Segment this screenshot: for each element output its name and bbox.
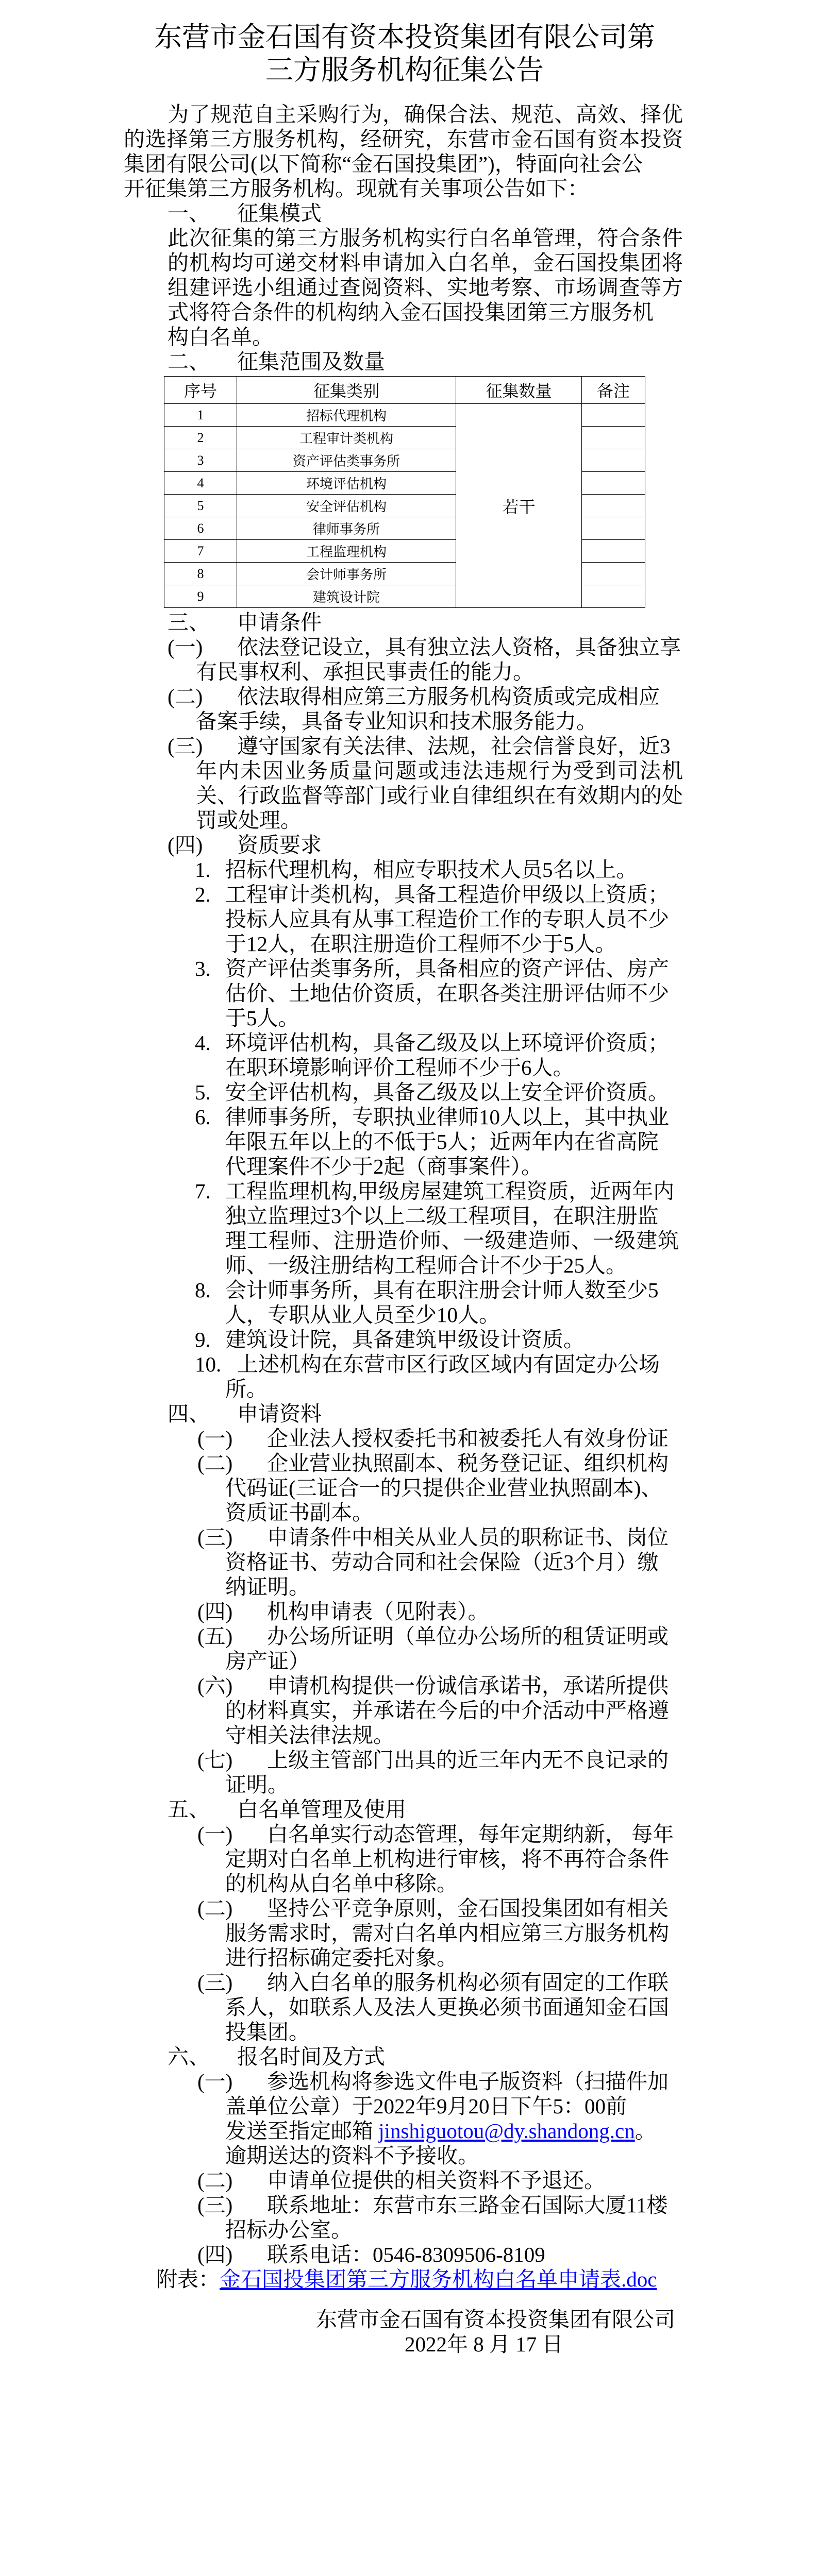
item-text: 联系地址：东营市东三路金石国际大厦11楼 — [267, 2193, 668, 2217]
item-text: 办公场所证明（单位办公场所的租赁证明或 — [267, 1624, 669, 1648]
item-line — [0, 2168, 818, 2193]
qual-line — [0, 1352, 818, 1377]
section-number: 五、 — [168, 1798, 210, 1821]
qual-line: 所。 — [225, 1377, 268, 1401]
item-line — [0, 1426, 818, 1451]
qual-text: 建筑设计院，具备建筑甲级设计资质。 — [225, 1328, 585, 1351]
item-text: 资质要求 — [237, 833, 322, 857]
item-line: 罚或处理。 — [196, 808, 302, 832]
qual-line: 于12人，在职注册造价工程师不少于5人。 — [225, 932, 616, 956]
item-line: 的机构从白名单中移除。 — [225, 1872, 458, 1895]
row-category: 工程审计类机构 — [237, 427, 456, 449]
qual-line: 代理案件不少于2起（商事案件）。 — [225, 1155, 542, 1178]
row-category: 建筑设计院 — [237, 585, 456, 608]
item-line: 纳证明。 — [225, 1575, 310, 1599]
item-line — [0, 1822, 818, 1846]
item-line — [0, 1624, 818, 1649]
qual-line: 人，专职从业人员至少10人。 — [225, 1303, 500, 1327]
qual-line — [0, 1327, 818, 1352]
remarks-cell — [582, 427, 645, 449]
item-line — [0, 684, 818, 709]
qual-line: 估价、土地估价资质，在职各类注册评估师不少 — [225, 981, 669, 1005]
item-line — [0, 1673, 818, 1698]
qual-number: 1. — [195, 858, 211, 882]
row-no: 5 — [164, 495, 237, 517]
section-number: 三、 — [168, 611, 210, 634]
qual-line: 师、一级注册结构工程师合计不少于25人。 — [225, 1253, 627, 1277]
qual-number: 7. — [195, 1179, 211, 1203]
section-title: 征集模式 — [237, 201, 322, 225]
item-line — [0, 635, 818, 659]
qual-line — [0, 1105, 818, 1129]
item-number: (三) — [168, 734, 203, 758]
section-title: 征集范围及数量 — [237, 350, 385, 374]
row-category: 工程监理机构 — [237, 540, 456, 563]
item-number: (一) — [197, 2070, 233, 2093]
row-no: 6 — [164, 517, 237, 540]
qual-text: 招标代理机构，相应专职技术人员5名以上。 — [225, 858, 638, 882]
remarks-cell — [582, 404, 645, 427]
item-text: 上级主管部门出具的近三年内无不良记录的 — [267, 1748, 669, 1772]
item-line: 投集团。 — [225, 2020, 310, 2044]
row-category: 招标代理机构 — [237, 404, 456, 427]
item-number: (二) — [168, 685, 203, 708]
section-heading-5 — [0, 1797, 818, 1822]
item-text: 纳入白名单的服务机构必须有固定的工作联 — [267, 1971, 669, 1994]
table-header-row — [164, 377, 645, 404]
remarks-cell — [582, 495, 645, 517]
item-number: (二) — [197, 1451, 233, 1475]
intro-line: 为了规范自主采购行为，确保合法、规范、高效、择优 — [168, 103, 683, 126]
attachment-label: 附表： — [156, 2267, 220, 2291]
signature-date: 2022年 8 月 17 日 — [405, 2332, 563, 2356]
section-number: 二、 — [168, 350, 210, 374]
item-text: 企业法人授权委托书和被委托人有效身份证 — [267, 1427, 669, 1450]
item-line — [0, 833, 818, 857]
section-heading-3 — [0, 610, 818, 635]
item-line: 服务需求时，需对白名单内相应第三方服务机构 — [225, 1921, 669, 1945]
qual-line: 年限五年以上的不低于5人；近两年内在省高院 — [225, 1130, 659, 1154]
remarks-cell — [582, 517, 645, 540]
qual-text: 工程监理机构,甲级房屋建筑工程资质，近两年内 — [225, 1179, 675, 1203]
item-text: 申请机构提供一份诚信承诺书，承诺所提供 — [267, 1674, 669, 1698]
section-title: 申请资料 — [237, 1402, 322, 1426]
qual-text: 安全评估机构，具备乙级及以上安全评价资质。 — [225, 1080, 669, 1104]
item-line: 的材料真实，并承诺在今后的中介活动中严格遵 — [225, 1699, 669, 1722]
qual-line: 在职环境影响评价工程师不少于6人。 — [225, 1056, 574, 1079]
section-number: 一、 — [168, 201, 210, 225]
item-text: 遵守国家有关法律、法规，社会信誉良好，近3 — [237, 734, 671, 758]
qual-text: 会计师事务所，具有在职注册会计师人数至少5 — [225, 1278, 659, 1302]
section-heading-4 — [0, 1401, 818, 1426]
row-no: 1 — [164, 404, 237, 427]
qual-number: 3. — [195, 957, 211, 980]
intro-line: 的选择第三方服务机构，经研究，东营市金石国有资本投资 — [124, 127, 683, 151]
page-title-line-2: 三方服务机构征集公告 — [265, 55, 544, 86]
item-line: 守相关法律法规。 — [225, 1723, 394, 1747]
remarks-cell — [582, 585, 645, 608]
body-line: 的机构均可递交材料申请加入白名单，金石国投集团将 — [168, 251, 683, 275]
item-text: 。 — [635, 2119, 656, 2143]
item-number: (五) — [197, 1624, 233, 1648]
item-line — [0, 734, 818, 758]
spacer — [0, 87, 818, 102]
section-number: 六、 — [168, 2045, 210, 2069]
body-line: 组建评选小组通过查阅资料、实地考察、市场调查等方 — [168, 276, 683, 299]
item-number: (七) — [197, 1748, 233, 1772]
item-number: (三) — [197, 1971, 233, 1994]
item-line: 资质证书副本。 — [225, 1501, 373, 1524]
row-category: 会计师事务所 — [237, 563, 456, 585]
qual-number: 2. — [195, 883, 211, 906]
item-line: 有民事权利、承担民事责任的能力。 — [196, 660, 534, 684]
qual-text: 上述机构在东营市区行政区域内有固定办公场 — [237, 1352, 660, 1376]
item-number: (一) — [197, 1427, 233, 1450]
item-text: 发送至指定邮箱 — [225, 2119, 379, 2143]
qual-text: 律师事务所，专职执业律师10人以上，其中执业 — [225, 1105, 669, 1129]
page-title-line-1: 东营市金石国有资本投资集团有限公司第 — [154, 22, 655, 53]
qual-line: 理工程师、注册造价师、一级建造师、一级建筑 — [225, 1229, 679, 1252]
intro-line: 集团有限公司(以下简称“金石国投集团”)，特面向社会公 — [124, 152, 643, 176]
item-line: 资格证书、劳动合同和社会保险（近3个月）缴 — [225, 1550, 659, 1574]
qual-line — [0, 1080, 818, 1105]
row-no: 2 — [164, 427, 237, 449]
item-line: 关、行政监督等部门或行业自律组织在有效期内的处 — [196, 784, 683, 807]
item-line — [0, 2242, 818, 2267]
item-text: 依法取得相应第三方服务机构资质或完成相应 — [237, 685, 660, 708]
item-number: (三) — [197, 2193, 233, 2217]
qual-line: 于5人。 — [225, 1006, 299, 1030]
item-text: 企业营业执照副本、税务登记证、组织机构 — [267, 1451, 669, 1475]
item-line: 进行招标确定委托对象。 — [225, 1946, 458, 1970]
qual-number: 8. — [195, 1278, 211, 1302]
item-number: (二) — [197, 2168, 233, 2192]
section-heading-1 — [0, 201, 818, 226]
item-text: 机构申请表（见附表）。 — [267, 1600, 489, 1623]
remarks-cell — [582, 449, 645, 472]
row-category: 资产评估类事务所 — [237, 449, 456, 472]
qual-line — [0, 857, 818, 882]
qual-line — [0, 956, 818, 981]
item-line — [0, 1896, 818, 1921]
remarks-cell — [582, 472, 645, 495]
item-line — [0, 2069, 818, 2094]
item-line — [0, 1748, 818, 1772]
header-category: 征集类别 — [237, 377, 456, 404]
row-no: 9 — [164, 585, 237, 608]
item-line: 盖单位公章）于2022年9月20日下午5：00前 — [225, 2094, 627, 2118]
item-number: (六) — [197, 1674, 233, 1698]
qual-line — [0, 1030, 818, 1055]
item-text: 申请条件中相关从业人员的职称证书、岗位 — [267, 1526, 669, 1549]
header-quantity: 征集数量 — [456, 377, 582, 404]
row-no: 4 — [164, 472, 237, 495]
item-text: 参选机构将参选文件电子版资料（扫描件加 — [267, 2070, 669, 2093]
item-number: (四) — [168, 833, 203, 857]
remarks-cell — [582, 540, 645, 563]
row-category: 环境评估机构 — [237, 472, 456, 495]
signature-org: 东营市金石国有资本投资集团有限公司 — [316, 2308, 675, 2331]
section-title: 报名时间及方式 — [237, 2045, 385, 2069]
row-no: 3 — [164, 449, 237, 472]
qual-line: 投标人应具有从事工程造价工作的专职人员不少 — [225, 907, 669, 931]
item-line — [0, 2193, 818, 2217]
section-title: 申请条件 — [237, 611, 322, 634]
item-text: 申请单位提供的相关资料不予退还。 — [267, 2168, 605, 2192]
item-number: (四) — [197, 1600, 233, 1623]
item-text: 依法登记设立，具有独立法人资格，具备独立享 — [237, 635, 681, 659]
item-text: 白名单实行动态管理，每年定期纳新， 每年 — [267, 1822, 674, 1846]
scope-table — [164, 376, 645, 608]
item-text: 联系电话：0546-8309506-8109 — [267, 2243, 545, 2266]
qual-number: 10. — [195, 1352, 222, 1376]
item-line — [0, 2119, 818, 2143]
item-line: 房产证） — [225, 1649, 310, 1673]
quantity-cell: 若干 — [456, 404, 582, 608]
intro-line: 开征集第三方服务机构。现就有关事项公告如下： — [124, 177, 589, 200]
body-line: 式将符合条件的机构纳入金石国投集团第三方服务机 — [168, 300, 654, 324]
header-remarks: 备注 — [582, 377, 645, 404]
qual-number: 4. — [195, 1031, 211, 1055]
section-heading-2 — [0, 349, 818, 374]
item-line: 招标办公室。 — [225, 2218, 352, 2242]
item-line: 定期对白名单上机构进行审核，将不再符合条件 — [225, 1847, 669, 1871]
item-line: 年内未因业务质量问题或违法违规行为受到司法机 — [196, 759, 683, 783]
item-line: 系人，如联系人及法人更换必须书面通知金石国 — [225, 1995, 669, 2019]
item-number: (二) — [197, 1896, 233, 1920]
qual-number: 5. — [195, 1080, 211, 1104]
item-number: (一) — [168, 635, 203, 659]
qual-number: 6. — [195, 1105, 211, 1129]
row-category: 安全评估机构 — [237, 495, 456, 517]
attachment-line — [0, 2267, 818, 2292]
qual-text: 资产评估类事务所，具备相应的资产评估、房产 — [225, 957, 669, 980]
table-row — [164, 404, 645, 427]
row-category: 律师事务所 — [237, 517, 456, 540]
item-number: (三) — [197, 1526, 233, 1549]
item-line — [0, 1451, 818, 1476]
qual-number: 9. — [195, 1328, 211, 1351]
item-number: (四) — [197, 2243, 233, 2266]
item-line: 证明。 — [225, 1773, 289, 1797]
item-text: 坚持公平竞争原则，金石国投集团如有相关 — [267, 1896, 669, 1920]
item-line — [0, 1970, 818, 1995]
qual-line — [0, 1179, 818, 1204]
spacer — [0, 2292, 818, 2307]
section-title: 白名单管理及使用 — [237, 1798, 406, 1821]
attachment-link[interactable]: 金石国投集团第三方服务机构白名单申请表.doc — [220, 2267, 657, 2291]
email-link[interactable]: jinshiguotou@dy.shandong.cn — [378, 2119, 635, 2143]
body-line: 此次征集的第三方服务机构实行白名单管理，符合条件 — [168, 226, 683, 250]
qual-line: 独立监理过3个以上二级工程项目，在职注册监 — [225, 1204, 659, 1228]
header-no: 序号 — [164, 377, 237, 404]
qual-line — [0, 882, 818, 907]
item-number: (一) — [197, 1822, 233, 1846]
qual-text: 环境评估机构，具备乙级及以上环境评价资质； — [225, 1031, 669, 1055]
item-line: 代码证(三证合一的只提供企业营业执照副本)、 — [225, 1476, 662, 1500]
body-line: 构白名单。 — [168, 325, 273, 349]
qual-text: 工程审计类机构，具备工程造价甲级以上资质； — [225, 883, 669, 906]
row-no: 8 — [164, 563, 237, 585]
item-line — [0, 1525, 818, 1550]
section-heading-6 — [0, 2044, 818, 2069]
item-line: 逾期送达的资料不予接收。 — [225, 2144, 479, 2167]
item-line — [0, 1599, 818, 1624]
section-number: 四、 — [168, 1402, 210, 1426]
item-line: 备案手续，具备专业知识和技术服务能力。 — [196, 709, 597, 733]
qual-line — [0, 1278, 818, 1302]
row-no: 7 — [164, 540, 237, 563]
remarks-cell — [582, 563, 645, 585]
